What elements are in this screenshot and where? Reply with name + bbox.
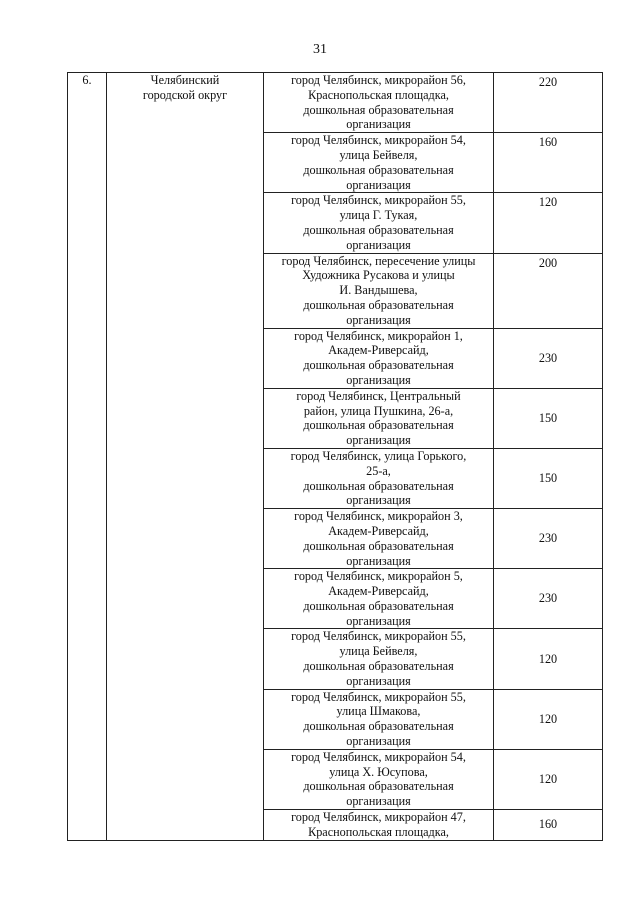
location-cell: город Челябинск, микрорайон 5, Академ-Риверсайд, дошкольная образовательная организация [264, 569, 494, 629]
district-name: Челябинский городской округ [142, 73, 228, 102]
location-cell: город Челябинск, микрорайон 54, улица Х. Юсупова, дошкольная образовательная организация [264, 749, 494, 809]
capacity-cell: 220 [494, 73, 603, 133]
capacity-cell: 120 [494, 629, 603, 689]
location-cell: город Челябинск, Центральный район, улица Пушкина, 26-а, дошкольная образовательная организация [264, 388, 494, 448]
location-cell: город Челябинск, улица Горького, 25-а, дошкольная образовательная организация [264, 448, 494, 508]
row-number-cell: 6. [68, 73, 107, 841]
capacity-cell: 230 [494, 569, 603, 629]
table-row [68, 73, 603, 133]
capacity-cell: 120 [494, 193, 603, 253]
capacity-cell: 150 [494, 448, 603, 508]
capacity-cell: 160 [494, 810, 603, 841]
page-number: 31 [313, 42, 327, 57]
capacity-cell: 200 [494, 253, 603, 328]
district-cell [107, 73, 264, 841]
location-cell: город Челябинск, пересечение улицы Художника Русакова и улицы И. Вандышева, дошкольная образовательная организация [264, 253, 494, 328]
capacity-cell: 120 [494, 689, 603, 749]
location-cell: город Челябинск, микрорайон 55, улица Бейвеля, дошкольная образовательная организация [264, 629, 494, 689]
location-cell: город Челябинск, микрорайон 47, Краснопольская площадка, [264, 810, 494, 841]
allocation-table [67, 72, 603, 841]
location-cell: город Челябинск, микрорайон 56, Краснопольская площадка, дошкольная образовательная организация [264, 73, 494, 133]
capacity-cell: 230 [494, 328, 603, 388]
capacity-cell: 120 [494, 749, 603, 809]
capacity-cell: 150 [494, 388, 603, 448]
location-cell: город Челябинск, микрорайон 3, Академ-Риверсайд, дошкольная образовательная организация [264, 509, 494, 569]
location-cell: город Челябинск, микрорайон 54, улица Бейвеля, дошкольная образовательная организация [264, 133, 494, 193]
location-cell: город Челябинск, микрорайон 55, улица Г. Тукая, дошкольная образовательная организация [264, 193, 494, 253]
location-cell: город Челябинск, микрорайон 1, Академ-Риверсайд, дошкольная образовательная организация [264, 328, 494, 388]
location-cell: город Челябинск, микрорайон 55, улица Шмакова, дошкольная образовательная организация [264, 689, 494, 749]
capacity-cell: 160 [494, 133, 603, 193]
capacity-cell: 230 [494, 509, 603, 569]
